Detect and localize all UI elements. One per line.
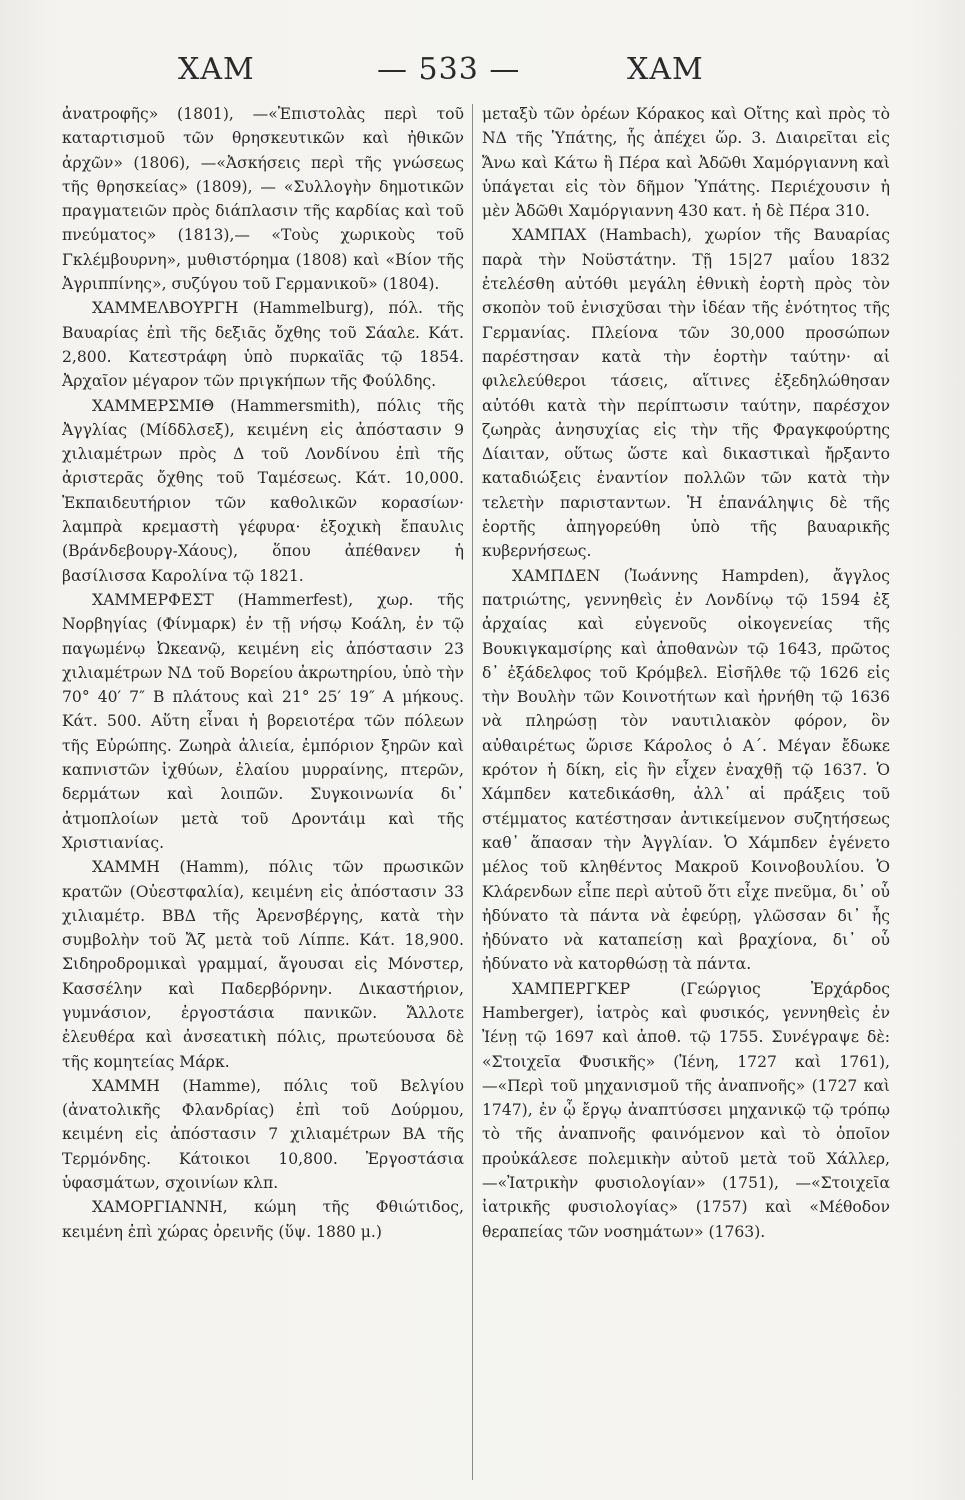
entry-hamm: ΧΑΜΜΗ (Hamm), πόλις τῶν πρωσικῶν κρατῶν (Οὐεστφαλία), κειμένη εἰς ἀπόστασιν 33 χιλιαμέτρ. ΒΒΔ τῆς Ἀρενσβέργης, κατὰ τὴν συμβολὴν τοῦ Ἄζ μετὰ τοῦ Λίππε. Κάτ. 18,900. Σιδηροδρομικαὶ γραμμαί, ἄγουσαι εἰς Μόνστερ, Κασσέλην καὶ Παδερβόρνην. Δικαστήριον, γυμνάσιον, ἐργοστάσια πανικῶν. Ἄλλοτε ἐλευθέρα καὶ ἀνσεατικὴ πόλις, πρωτεύουσα δὲ τῆς κομητείας Μάρκ. bbox=[62, 858, 464, 1071]
running-head-right: ΧΑΜ bbox=[627, 52, 704, 87]
entry-hambach: ΧΑΜΠΑΧ (Hambach), χωρίον τῆς Βαυαρίας παρὰ τὴν Νοϋστάτην. Τῇ 15|27 μαΐου 1832 ἐτελέσθη αὐτόθι μεγάλη ἐθνικὴ ἑορτὴ πρὸς τὸν σκοπὸν τοῦ ἐνισχῦσαι τὴν ἰδέαν τῆς ἑνότητος τῆς Γερμανίας. Πλείονα τῶν 30,000 προσώπων παρέστησαν κατὰ τὴν ἑορτὴν ταύτην· αἱ φιλελεύθεροι τάσεις, αἵτινες ἐξεδηλώθησαν αὐτόθι κατὰ τὴν περίπτωσιν ταύτην, παρέσχον ζωηρὰς ἀνησυχίας εἰς τὴν τῆς Φραγκφούρτης Δίαιταν, οὕτως ὥστε καὶ δικαστικαὶ ἤρξαντο καταδιώξεις ἐναντίον πολλῶν τῶν κατὰ τὴν τελετὴν παρισταντων. Ἡ ἐπανάληψις δὲ τῆς ἑορτῆς ἀπηγορεύθη ὑπὸ τῆς βαυαρικῆς κυβερνήσεως. bbox=[482, 226, 890, 561]
page-header bbox=[60, 52, 920, 92]
column-divider bbox=[472, 104, 473, 1480]
left-column bbox=[62, 102, 464, 1244]
page-number: — 533 — bbox=[377, 52, 521, 87]
entry-chamorgianni-continued: μεταξὺ τῶν ὀρέων Κόρακος καὶ Οἴτης καὶ πρὸς τὸ ΝΔ τῆς Ὑπάτης, ἧς ἀπέχει ὥρ. 3. Διαιρεῖται εἰς Ἄνω καὶ Κάτω ἢ Πέρα καὶ Ἀδῶθι Χαμόργιαννη καὶ ὑπάγεται εἰς τὸν δῆμον Ὑπάτης. Περιέχουσιν ἡ μὲν Ἀδῶθι Χαμόργιαννη 430 κατ. ἡ δὲ Πέρα 310. bbox=[482, 105, 890, 221]
entry-hampden: ΧΑΜΠΔΕΝ (Ἰωάννης Hampden), ἄγγλος πατριώτης, γεννηθεὶς ἐν Λονδίνῳ τῷ 1594 ἐξ ἀρχαίας καὶ εὐγενοῦς οἰκογενείας τῆς Βουκιγκαμσίρης καὶ ἀποθανὼν τῷ 1643, πρῶτος δ᾽ ἐξάδελφος τοῦ Κρόμβελ. Εἰσῆλθε τῷ 1626 εἰς τὴν Βουλὴν τῶν Κοινοτήτων καὶ ἠρνήθη τῷ 1636 νὰ πληρώσῃ τὸν ναυτιλιακὸν φόρον, ὃν αὐθαιρέτως ὥρισε Κάρολος ὁ Α΄. Μέγαν ἔδωκε κρότον ἡ δίκη, εἰς ἣν εἶχεν ἐναχθῇ τῷ 1637. Ὁ Χάμπδεν κατεδικάσθη, ἀλλ᾽ αἱ πράξεις τοῦ στέμματος κατέστησαν ἀντικείμενον συζητήσεως καθ᾽ ἅπασαν τὴν Ἀγγλίαν. Ὁ Χάμπδεν ἐγένετο μέλος τοῦ κληθέντος Μακροῦ Κοινοβουλίου. Ὁ Κλάρενδων εἶπε περὶ αὐτοῦ ὅτι εἶχε πνεῦμα, δι᾽ οὗ ἠδύνατο τὰ πάντα νὰ ἐφεύρῃ, γλῶσσαν δι᾽ ἧς ἠδύνατο νὰ καταπείσῃ καὶ βραχίονα, δι᾽ οὗ ἠδύνατο νὰ κατορθώσῃ τὰ πάντα. bbox=[482, 566, 890, 974]
entry-chamorgianni: ΧΑΜΟΡΓΙΑΝΝΗ, κώμη τῆς Φθιώτιδος, κειμένη ἐπὶ χώρας ὀρεινῆς (ὕψ. 1880 μ.) bbox=[62, 1198, 464, 1241]
running-head-left: ΧΑΜ bbox=[178, 52, 255, 87]
right-column bbox=[482, 102, 890, 1244]
entry-hamme: ΧΑΜΜΗ (Hamme), πόλις τοῦ Βελγίου (ἀνατολικῆς Φλανδρίας) ἐπὶ τοῦ Δούρμου, κειμένη εἰς ἀπόστασιν 7 χιλιαμέτρων ΒΑ τῆς Τερμόνδης. Κάτοικοι 10,800. Ἐργοστάσια ὑφασμάτων, σχοινίων κλπ. bbox=[62, 1076, 464, 1193]
entry-continuation: ἀνατροφῆς» (1801), —«Ἐπιστολὰς περὶ τοῦ καταρτισμοῦ τῶν θρησκευτικῶν καὶ ἠθικῶν ἀρχῶν» (1806), —«Ἀσκήσεις περὶ τῆς γνώσεως τῆς θρησκείας» (1809), — «Συλλογὴν δημοτικῶν πραγματειῶν πρὸς διάπλασιν τῆς καρδίας καὶ τοῦ πνεύματος» (1813),— «Τοὺς χωρικοὺς τοῦ Γκλέμβουρνη», μυθιστόρημα (1808) καὶ «Βίον τῆς Ἀγριππίνης», συζύγου τοῦ Γερμανικοῦ» (1804). bbox=[62, 105, 464, 294]
entry-hammelburg: ΧΑΜΜΕΛΒΟΥΡΓΗ (Hammelburg), πόλ. τῆς Βαυαρίας ἐπὶ τῆς δεξιᾶς ὄχθης τοῦ Σάαλε. Κάτ. 2,800. Κατεστράφη ὑπὸ πυρκαϊᾶς τῷ 1854. Ἀρχαῖον μέγαρον τῶν πριγκήπων τῆς Φούλδης. bbox=[62, 299, 464, 391]
entry-hamberger: ΧΑΜΠΕΡΓΚΕΡ (Γεώργιος Ἐρχάρδος Hamberger), ἰατρὸς καὶ φυσικός, γεννηθεὶς ἐν Ἰένῃ τῷ 1697 καὶ ἀποθ. τῷ 1755. Συνέγραψε δὲ: «Στοιχεῖα Φυσικῆς» (Ἰένη, 1727 καὶ 1761), —«Περὶ τοῦ μηχανισμοῦ τῆς ἀναπνοῆς» (1727 καὶ 1747), ἐν ᾧ ἔργῳ ἀναπτύσσει μηχανικῷ τῷ τρόπῳ τὸ τῆς ἀναπνοῆς φαινόμενον καὶ τὸ ὁποῖον προὐκάλεσε πολεμικὴν αὐτοῦ μετὰ τοῦ Χάλλερ, —«Ἰατρικὴν φυσιολογίαν» (1751), —«Στοιχεῖα ἰατρικῆς φυσιολογίας» (1757) καὶ «Μέθοδον θεραπείας τῶν νοσημάτων» (1763). bbox=[482, 979, 890, 1241]
entry-hammersmith: ΧΑΜΜΕΡΣΜΙΘ (Hammersmith), πόλις τῆς Ἀγγλίας (Μίδδλσεξ), κειμένη εἰς ἀπόστασιν 9 χιλιαμέτρων πρὸς Δ τοῦ Λονδίνου ἐπὶ τῆς ἀριστερᾶς ὄχθης τοῦ Ταμέσεως. Κάτ. 10,000. Ἐκπαιδευτήριον τῶν καθολικῶν κορασίων· λαμπρὰ κρεμαστὴ γέφυρα· ἐξοχικὴ ἔπαυλις (Βράνδεβουργ-Χάους), ὅπου ἀπέθανεν ἡ βασίλισσα Καρολίνα τῷ 1821. bbox=[62, 396, 464, 585]
entry-hammerfest: ΧΑΜΜΕΡΦΕΣΤ (Hammerfest), χωρ. τῆς Νορβηγίας (Φίνμαρκ) ἐν τῇ νήσῳ Κοάλη, ἐν τῷ παγωμένῳ Ὠκεανῷ, κειμένη εἰς ἀπόστασιν 23 χιλιαμέτρων ΝΔ τοῦ Βορείου ἀκρωτηρίου, ὑπὸ τὴν 70° 40′ 7″ Β πλάτους καὶ 21° 25′ 19″ Α μήκους. Κάτ. 500. Αὕτη εἶναι ἡ βορειοτέρα τῶν πόλεων τῆς Εὐρώπης. Ζωηρὰ ἁλιεία, ἐμπόριον ξηρῶν καὶ καπνιστῶν ἰχθύων, ἐλαίου μυρραίνης, πτερῶν, δερμάτων καὶ λοιπῶν. Συγκοινωνία δι᾽ ἀτμοπλοίων μετὰ τοῦ Δροντάιμ καὶ τῆς Χριστιανίας. bbox=[62, 590, 464, 852]
